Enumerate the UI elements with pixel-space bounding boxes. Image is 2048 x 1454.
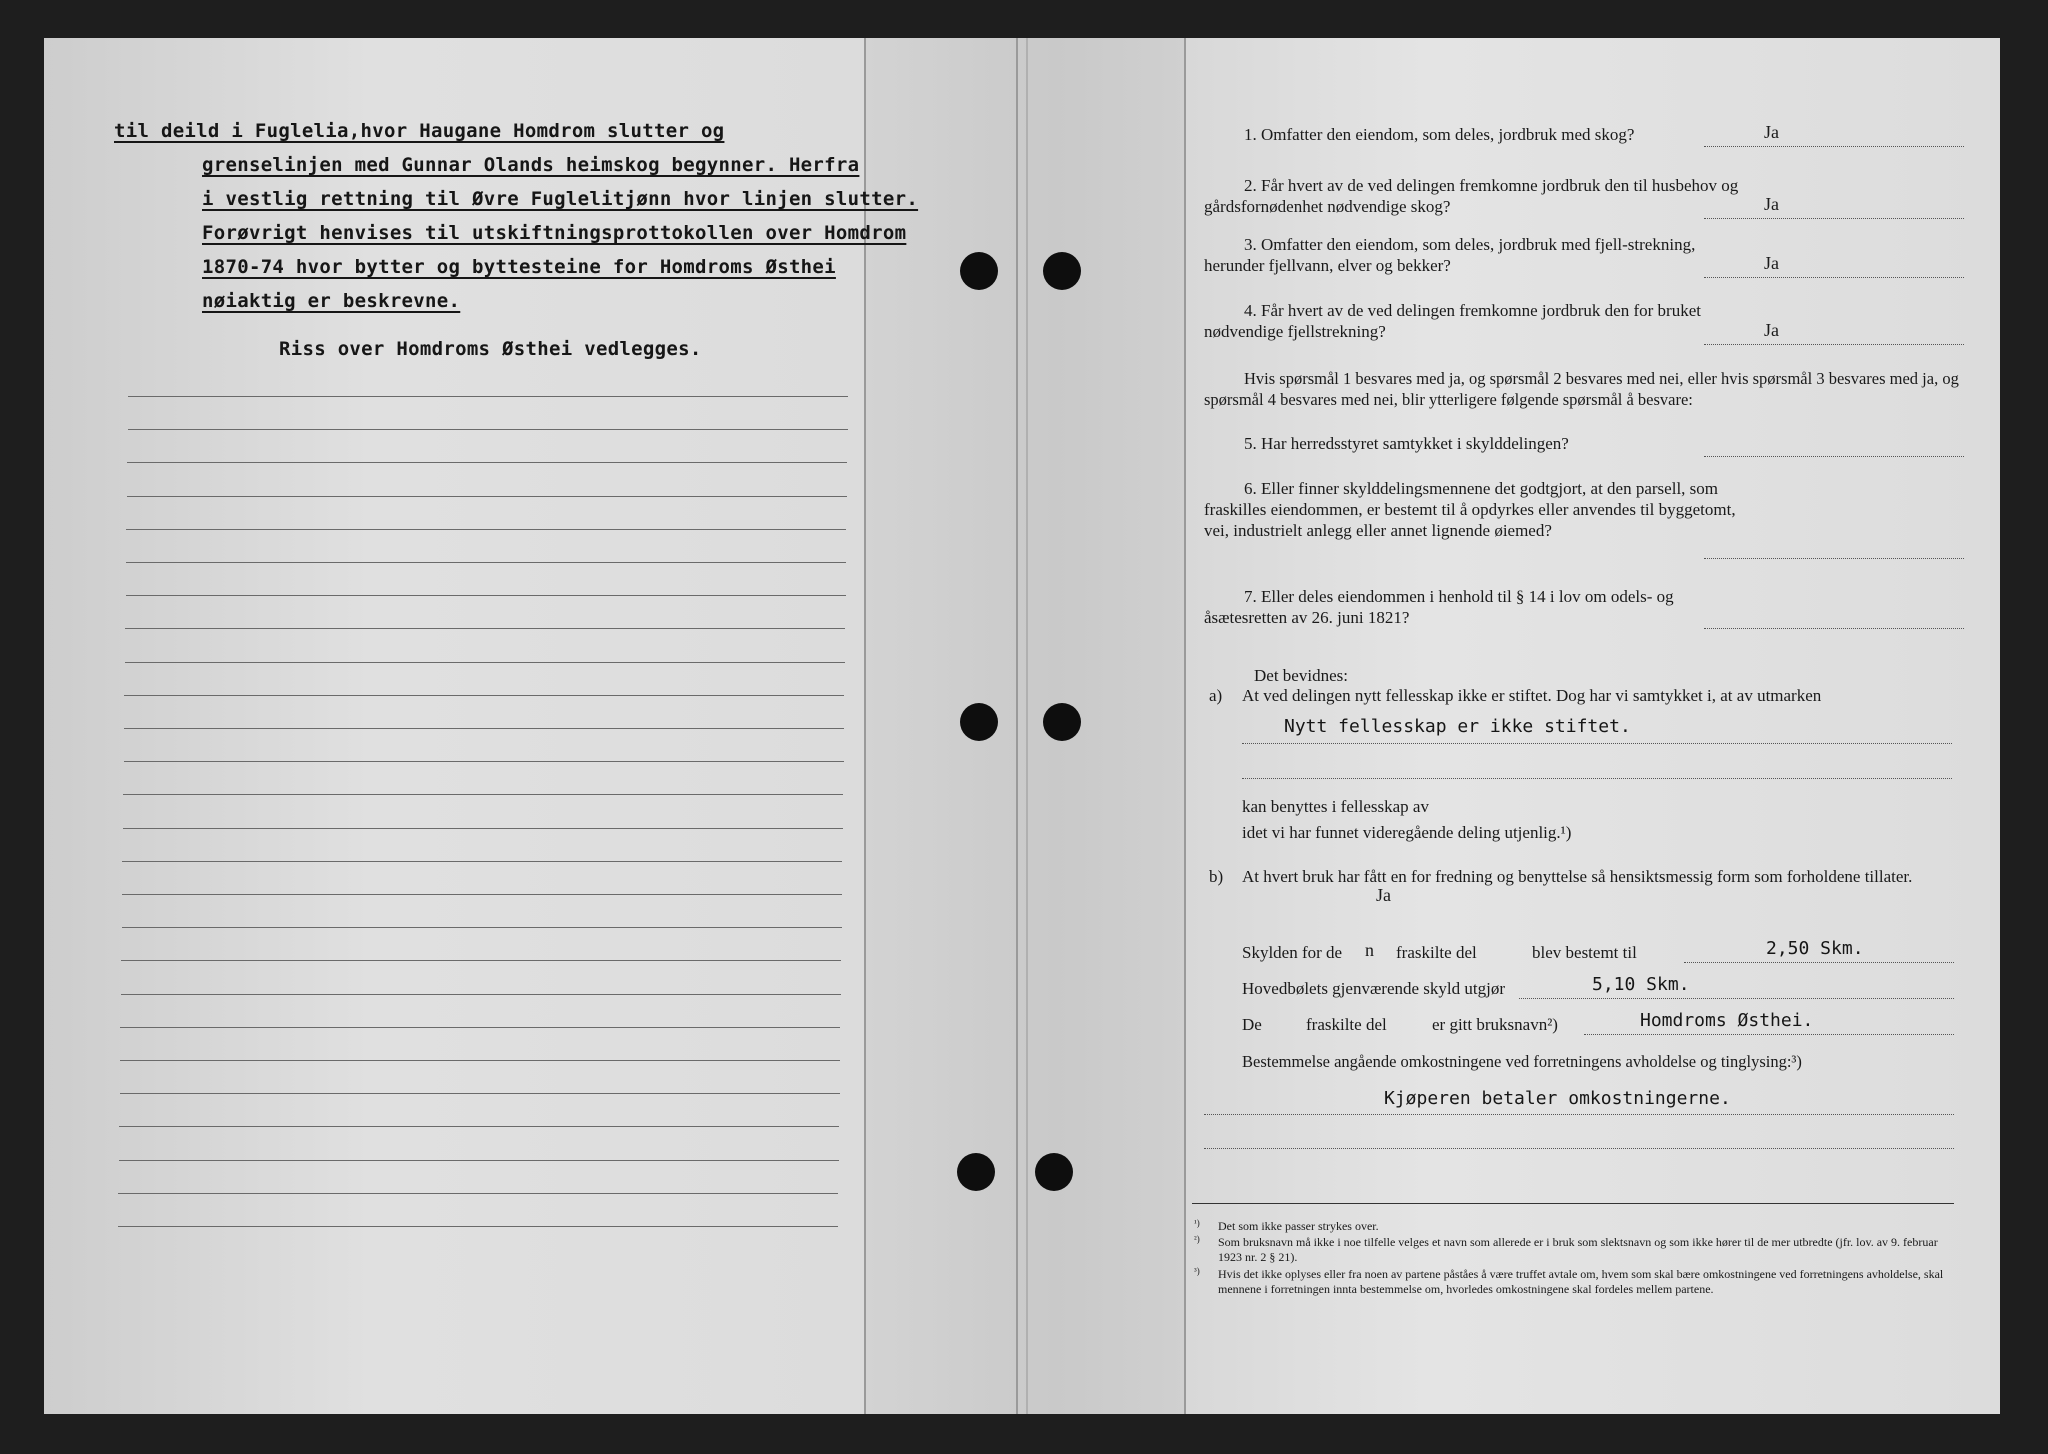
answer-line bbox=[1704, 344, 1964, 345]
ruled-line bbox=[121, 994, 841, 995]
answer-line bbox=[1704, 146, 1964, 147]
ruled-line bbox=[123, 794, 843, 795]
left-page bbox=[44, 38, 866, 1414]
ruled-line bbox=[120, 1060, 840, 1061]
question-4: 4. Får hvert av de ved delingen fremkomne jordbruk den for bruket nødvendige fjellstrekning? bbox=[1204, 301, 1701, 341]
ruled-line bbox=[125, 628, 845, 629]
binding-hole bbox=[1043, 703, 1081, 741]
typed-line: Forøvrigt henvises til utskiftningsprottokollen over Homdrom bbox=[202, 222, 907, 244]
typed-line: 1870-74 hvor bytter og byttesteine for Homdroms Østhei bbox=[202, 256, 836, 278]
footnote-2: Som bruksnavn må ikke i noe tilfelle velges et navn som allerede er i bruk som slektsnavn og som ikke hører til de mer utbredte (jfr. lov. av 9. februar 1923 nr. 2 § 21). bbox=[1218, 1235, 1938, 1264]
hovedbol-value: 5,10 Skm. bbox=[1592, 974, 1690, 995]
ruled-line bbox=[122, 894, 842, 895]
answer-line bbox=[1684, 962, 1954, 963]
de-label: De bbox=[1242, 1015, 1262, 1034]
typed-line: i vestlig rettning til Øvre Fuglelitjønn hvor linjen slutter. bbox=[202, 188, 919, 210]
ruled-line bbox=[121, 960, 841, 961]
question-5: 5. Har herredsstyret samtykket i skylddelingen? bbox=[1244, 434, 1569, 453]
question-1: 1. Omfatter den eiendom, som deles, jordbruk med skog? bbox=[1244, 125, 1635, 144]
typed-line: nøiaktig er beskrevne. bbox=[202, 290, 461, 312]
ruled-line bbox=[127, 462, 847, 463]
binding-hole bbox=[960, 703, 998, 741]
question-3: 3. Omfatter den eiendom, som deles, jordbruk med fjell-strekning, herunder fjellvann, elver og bekker? bbox=[1204, 235, 1696, 275]
ruled-line bbox=[118, 1193, 838, 1194]
item-b-answer: Ja bbox=[1376, 885, 1391, 905]
page-edge-left bbox=[864, 38, 866, 1414]
item-b-label: b) bbox=[1209, 867, 1224, 886]
ruled-line bbox=[126, 529, 846, 530]
answer-line bbox=[1242, 743, 1952, 744]
ruled-line bbox=[120, 1093, 840, 1094]
answer-line bbox=[1242, 778, 1952, 779]
item-b-text: At hvert bruk har fått en for fredning og benyttelse så hensiktsmessig form som forholdene tillater. bbox=[1242, 867, 1913, 886]
typed-line: til deild i Fuglelia,hvor Haugane Homdrom slutter og bbox=[114, 120, 725, 142]
ruled-line bbox=[124, 695, 844, 696]
skylden-label: Skylden for de bbox=[1242, 943, 1343, 962]
ruled-line bbox=[127, 496, 847, 497]
binding-hole bbox=[957, 1153, 995, 1191]
ruled-line bbox=[119, 1160, 839, 1161]
item-a-idet: idet vi har funnet videregående deling utjenlig.¹) bbox=[1242, 823, 1572, 842]
bestemmelse-label: Bestemmelse angående omkostningene ved forretningens avholdelse og tinglysing:³) bbox=[1242, 1052, 1802, 1071]
bevidnes-heading: Det bevidnes: bbox=[1254, 666, 1348, 685]
typed-line: Riss over Homdroms Østhei vedlegges. bbox=[279, 338, 702, 360]
item-a-typed-answer: Nytt fellesskap er ikke stiftet. bbox=[1284, 716, 1631, 737]
footnote-rule bbox=[1192, 1203, 1954, 1204]
typed-line: grenselinjen med Gunnar Olands heimskog begynner. Herfra bbox=[202, 154, 860, 176]
answer-line bbox=[1584, 1034, 1954, 1035]
scanned-document bbox=[44, 38, 2000, 1414]
footnote-3: Hvis det ikke oplyses eller fra noen av partene påståes å være truffet avtale om, hvem som skal bære omkostningene ved forretningens avholdelse, skal mennene i forretningen inntа bestemmelse om, hvorledes omkostningene skal fordeles mellem partene. bbox=[1218, 1267, 1944, 1296]
ruled-line bbox=[119, 1126, 839, 1127]
footnote-mark: ²) bbox=[1194, 1234, 1200, 1244]
binding-hole bbox=[1043, 252, 1081, 290]
answer-line bbox=[1204, 1148, 1954, 1149]
binding-hole bbox=[1035, 1153, 1073, 1191]
ruled-line bbox=[128, 396, 848, 397]
answer-4: Ja bbox=[1764, 320, 1779, 340]
question-2: 2. Får hvert av de ved delingen fremkomne jordbruk den til husbehov og gårdsfornødenhet nødvendige skog? bbox=[1204, 176, 1739, 216]
skylden-bestemt: blev bestemt til bbox=[1532, 943, 1637, 962]
ruled-line bbox=[122, 927, 842, 928]
de-fraskilte: fraskilte del bbox=[1306, 1015, 1387, 1034]
answer-line bbox=[1204, 1114, 1954, 1115]
hovedbol-label: Hovedbølets gjenværende skyld utgjør bbox=[1242, 979, 1505, 998]
binding-edge-mid bbox=[1026, 38, 1028, 1414]
conditional-instruction: Hvis spørsmål 1 besvares med ja, og spørsmål 2 besvares med nei, eller hvis spørsmål 3 besvares med ja, og spørsmål 4 besvares med nei, blir ytterligere følgende spørsmål å besvare: bbox=[1204, 369, 1959, 409]
skylden-handwritten-n: n bbox=[1365, 940, 1374, 960]
skylden-value: 2,50 Skm. bbox=[1766, 938, 1864, 959]
skylden-fraskilte: fraskilte del bbox=[1396, 943, 1477, 962]
ruled-line bbox=[118, 1226, 838, 1227]
ruled-line bbox=[126, 595, 846, 596]
answer-line bbox=[1704, 558, 1964, 559]
answer-line bbox=[1519, 998, 1954, 999]
item-a-kan: kan benyttes i fellesskap av bbox=[1242, 797, 1429, 816]
ruled-line bbox=[126, 562, 846, 563]
ruled-line bbox=[125, 662, 845, 663]
ruled-line bbox=[124, 728, 844, 729]
footnote-mark: ¹) bbox=[1194, 1218, 1200, 1228]
bestemmelse-value: Kjøperen betaler omkostningerne. bbox=[1384, 1088, 1731, 1109]
answer-1: Ja bbox=[1764, 122, 1779, 142]
answer-2: Ja bbox=[1764, 194, 1779, 214]
ruled-line bbox=[122, 861, 842, 862]
item-a-label: a) bbox=[1209, 686, 1223, 705]
footnote-1: Det som ikke passer strykes over. bbox=[1218, 1219, 1379, 1233]
answer-line bbox=[1704, 218, 1964, 219]
binding-hole bbox=[960, 252, 998, 290]
ruled-line bbox=[124, 761, 844, 762]
answer-3: Ja bbox=[1764, 253, 1779, 273]
footnote-mark: ³) bbox=[1194, 1266, 1200, 1276]
question-6: 6. Eller finner skylddelingsmennene det godtgjort, at den parsell, som fraskilles eiendommen, er bestemt til å opdyrkes eller anvendes til byggetomt, vei, industrielt anlegg eller annet lignende øiemed? bbox=[1204, 479, 1736, 540]
answer-line bbox=[1704, 277, 1964, 278]
bruksnavn-label: er gitt bruksnavn²) bbox=[1432, 1015, 1558, 1034]
bruksnavn-value: Homdroms Østhei. bbox=[1640, 1010, 1814, 1031]
question-7: 7. Eller deles eiendommen i henhold til § 14 i lov om odels- og åsætesretten av 26. juni 1821? bbox=[1204, 587, 1674, 627]
answer-line bbox=[1704, 456, 1964, 457]
binding-edge-left bbox=[1016, 38, 1018, 1414]
answer-line bbox=[1704, 628, 1964, 629]
page-edge-right bbox=[1184, 38, 1186, 1414]
ruled-line bbox=[120, 1027, 840, 1028]
item-a-text: At ved delingen nytt fellesskap ikke er stiftet. Dog har vi samtykket i, at av utmarken bbox=[1242, 686, 1822, 705]
ruled-line bbox=[123, 828, 843, 829]
ruled-line bbox=[128, 429, 848, 430]
